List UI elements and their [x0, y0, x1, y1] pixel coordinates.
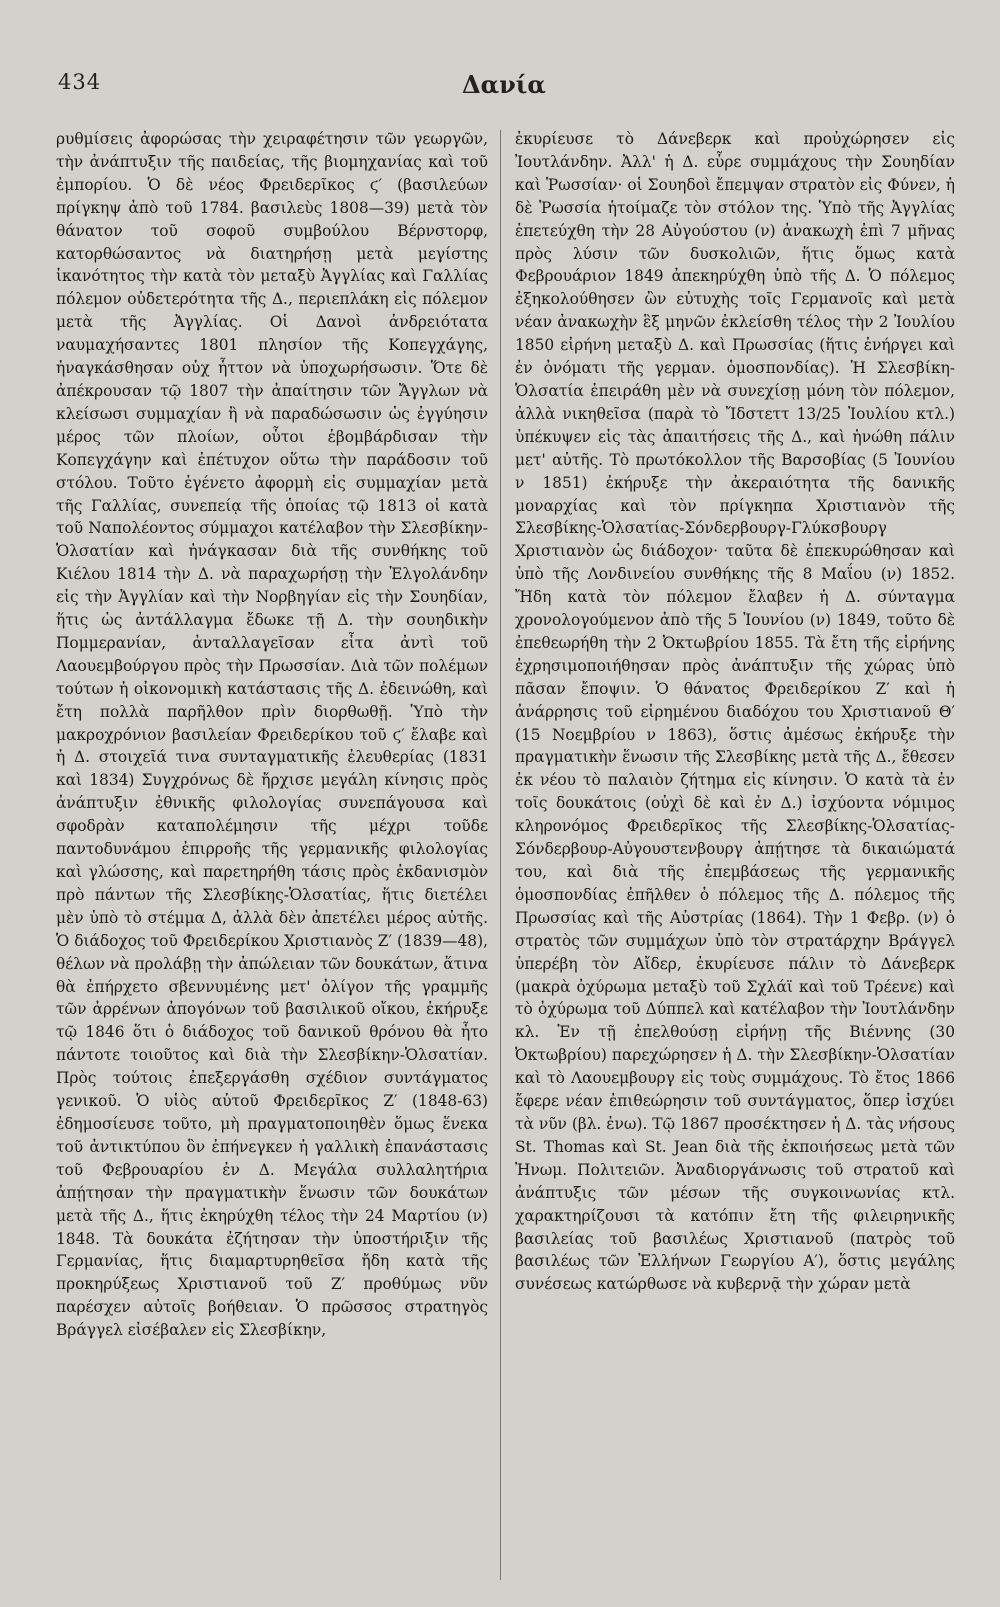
- running-head: Δανία: [462, 70, 546, 99]
- left-column: [56, 128, 488, 1588]
- column-divider: [500, 130, 501, 1580]
- right-column-text: ἐκυρίευσε τὸ Δάνεβερκ καὶ προὐχώρησεν εἰς Ἰουτλάνδην. Ἀλλ' ἡ Δ. εὗρε συμμάχους τὴν Σουηδίαν καὶ Ῥωσσίαν· οἱ Σουηδοὶ ἔπεμψαν στρατὸν εἰς Φύνεν, ἡ δὲ Ῥωσσία ἡτοίμαζε τὸν στόλον της. Ὑπὸ τῆς Ἀγγλίας ἐπετεύχθη τὴν 28 Αὐγούστου (ν) ἀνακωχὴ ἐπὶ 7 μῆνας πρὸς λύσιν τῶν δυσκολιῶν, ἥτις ὅμως κατὰ Φεβρουάριον 1849 ἀπεκηρύχθη ὑπὸ τῆς Δ. Ὁ πόλεμος ἐξηκολούθησεν ὢν εὐτυχὴς τοῖς Γερμανοῖς καὶ μετὰ νέαν ἀνακωχὴν ἓξ μηνῶν ἐκλείσθη τέλος τὴν 2 Ἰουλίου 1850 εἰρήνη μεταξὺ Δ. καὶ Πρωσσίας (ἥτις ἐνήργει καὶ ἐν ὀνόματι τῆς γερμαν. ὁμοσπονδίας). Ἡ Σλεσβίκη-Ὁλσατία ἐπειράθη μὲν νὰ συνεχίσῃ μόνη τὸν πόλεμον, ἀλλὰ νικηθεῖσα (παρὰ τὸ Ἴδστεττ 13/25 Ἰουλίου κτλ.) ὑπέκυψεν εἰς τὰς ἀπαιτήσεις τῆς Δ., καὶ ἡνώθη πάλιν μετ' αὐτῆς. Τὸ πρωτόκολλον τῆς Βαρσοβίας (5 Ἰουνίου ν 1851) ἐκήρυξε τὴν ἀκεραιότητα τῆς δανικῆς μοναρχίας καὶ τὸν πρίγκηπα Χριστιανὸν τῆς Σλεσβίκης-Ὁλσατίας-Σόνδερβουργ-Γλύκσβουργ Χριστιανὸν ὡς διάδοχον· ταῦτα δὲ ἐπεκυρώθησαν καὶ ὑπὸ τῆς Λονδινείου συνθήκης τῆς 8 Μαΐου (ν) 1852. Ἤδη κατὰ τὸν πόλεμον ἔλαβεν ἡ Δ. σύνταγμα χρονολογούμενον ἀπὸ τῆς 5 Ἰουνίου (ν) 1849, τοῦτο δὲ ἐπεθεωρήθη τὴν 2 Ὀκτωβρίου 1855. Τὰ ἔτη τῆς εἰρήνης ἐχρησιμοποιήθησαν πρὸς ἀνάπτυξιν τῆς χώρας ὑπὸ πᾶσαν ἔποψιν. Ὁ θάνατος Φρειδερίκου Ζ′ καὶ ἡ ἀνάρρησις τοῦ εἰρημένου διαδόχου του Χριστιανοῦ Θ′ (15 Νοεμβρίου ν 1863), ὅστις ἀμέσως ἐκήρυξε τὴν πραγματικὴν ἕνωσιν τῆς Σλεσβίκης μετὰ τῆς Δ., ἔθεσεν ἐκ νέου τὸ παλαιὸν ζήτημα εἰς κίνησιν. Ὁ κατὰ τὰ ἐν τοῖς δουκάτοις (οὐχὶ δὲ καὶ ἐν Δ.) ἰσχύοντα νόμιμος κληρονόμος Φρειδερῖκος τῆς Σλεσβίκης-Ὁλσατίας-Σόνδερβουρ-Αὐγουστενβουργ ἀπῄτησε τὰ δικαιώματά του, καὶ διὰ τῆς ἐπεμβάσεως τῆς γερμανικῆς ὁμοσπονδίας ἐπῆλθεν ὁ πόλεμος τῆς Δ. πόλεμος τῆς Πρωσσίας καὶ τῆς Αὐστρίας (1864). Τὴν 1 Φεβρ. (ν) ὁ στρατὸς τῶν συμμάχων ὑπὸ τὸν στρατάρχην Βράγγελ ὑπερέβη τὸν Αἴδερ, ἐκυρίευσε πάλιν τὸ Δάνεβερκ (μακρὰ ὀχύρωμα μεταξὺ τοῦ Σχλάϊ καὶ τοῦ Τρέενε) καὶ τὸ ὀχύρωμα τοῦ Δύππελ καὶ κατέλαβον τὴν Ἰουτλάνδην κλ. Ἐν τῇ ἐπελθούσῃ εἰρήνῃ τῆς Βιέννης (30 Ὀκτωβρίου) παρεχώρησεν ἡ Δ. τὴν Σλεσβίκην-Ὁλσατίαν καὶ τὸ Λαουεμβουργ εἰς τοὺς συμμάχους. Τὸ ἔτος 1866 ἔφερε νέαν ἐπιθεώρησιν τοῦ συντάγματος, ὅπερ ἰσχύει τὰ νῦν (βλ. ἐνω). Τῷ 1867 προσέκτησεν ἡ Δ. τὰς νήσους St. Thomas καὶ St. Jean διὰ τῆς ἐκποιήσεως μετὰ τῶν Ἠνωμ. Πολιτειῶν. Ἀναδιοργάνωσις τοῦ στρατοῦ καὶ ἀνάπτυξις τῶν μέσων τῆς συγκοινωνίας κτλ. χαρακτηρίζουσι τὰ κατόπιν ἔτη τῆς φιλειρηνικῆς βασιλείας τοῦ βασιλέως Χριστιανοῦ (πατρὸς τοῦ βασιλέως τῶν Ἑλλήνων Γεωργίου Α′), ὅστις μεγάλης συνέσεως κατώρθωσε νὰ κυβερνᾷ τὴν χώραν μετὰ: [515, 130, 955, 1294]
- left-column-text: ρυθμίσεις ἀφορώσας τὴν χειραφέτησιν τῶν γεωργῶν, τὴν ἀνάπτυξιν τῆς παιδείας, τῆς βιομηχανίας καὶ τοῦ ἐμπορίου. Ὁ δὲ νέος Φρειδερῖκος ϛ′ (βασιλεύων πρίγκηψ ἀπὸ τοῦ 1784. βασιλεὺς 1808—39) μετὰ τὸν θάνατον τοῦ σοφοῦ συμβούλου Βέρνστορφ, κατορθώσαντος νὰ διατηρήσῃ μετὰ μεγίστης ἱκανότητος τὴν κατὰ τὸν μεταξὺ Ἀγγλίας καὶ Γαλλίας πόλεμον οὐδετερότητα τῆς Δ., περιεπλάκη εἰς πόλεμον μετὰ τῆς Ἀγγλίας. Οἱ Δανοὶ ἀνδρειότατα ναυμαχήσαντες 1801 πλησίον τῆς Κοπεγχάγης, ἠναγκάσθησαν οὐχ ἧττον νὰ ὑποχωρήσωσιν. Ὅτε δὲ ἀπέκρουσαν τῷ 1807 τὴν ἀπαίτησιν τῶν Ἄγγλων νὰ κλείσωσι συμμαχίαν ἢ νὰ παραδώσωσιν ὡς ἐγγύησιν μέρος τῶν πλοίων, οὗτοι ἐβομβάρδισαν τὴν Κοπεγχάγην καὶ ἐπέτυχον οὕτω τὴν παράδοσιν τοῦ στόλου. Τοῦτο ἐγένετο ἀφορμὴ εἰς συμμαχίαν μετὰ τῆς Γαλλίας, συνεπείᾳ τῆς ὁποίας τῷ 1813 οἱ κατὰ τοῦ Ναπολέοντος σύμμαχοι κατέλαβον τὴν Σλεσβίκην-Ὁλσατίαν καὶ ἠνάγκασαν διὰ τῆς συνθήκης τοῦ Κιέλου 1814 τὴν Δ. νὰ παραχωρήσῃ τὴν Ἑλγολάνδην εἰς τὴν Ἀγγλίαν καὶ τὴν Νορβηγίαν εἰς τὴν Σουηδίαν, ἥτις ὡς ἀντάλλαγμα ἔδωκε τῇ Δ. τὴν σουηδικὴν Πομμερανίαν, ἀνταλλαγεῖσαν εἶτα ἀντὶ τοῦ Λαουεμβούργου πρὸς τὴν Πρωσσίαν. Διὰ τῶν πολέμων τούτων ἡ οἰκονομικὴ κατάστασις τῆς Δ. ἐδεινώθη, καὶ ἔτη πολλὰ παρῆλθον πρὶν διορθωθῇ. Ὑπὸ τὴν μακροχρόνιον βασιλείαν Φρειδερίκου τοῦ ϛ′ ἔλαβε καὶ ἡ Δ. στοιχεῖά τινα συνταγματικῆς ἐλευθερίας (1831 καὶ 1834) Συγχρόνως δὲ ἤρχισε μεγάλη κίνησις πρὸς ἀνάπτυξιν ἐθνικῆς φιλολογίας συνεπάγουσα καὶ σφοδρὰν καταπολέμησιν τῆς μέχρι τοῦδε παντοδυνάμου ἐπιρροῆς τῆς γερμανικῆς φιλολογίας καὶ γλώσσης, καὶ παρετηρήθη τάσις πρὸς ἐκδανισμὸν πρὸ πάντων τῆς Σλεσβίκης-Ὁλσατίας, ἥτις διετέλει μὲν ὑπὸ τὸ στέμμα Δ, ἀλλὰ δὲν ἀπετέλει μέρος αὐτῆς. Ὁ διάδοχος τοῦ Φρειδερίκου Χριστιανὸς Ζ′ (1839—48), θέλων νὰ προλάβῃ τὴν ἀπώλειαν τῶν δουκάτων, ἅτινα θὰ ἐπήρχετο σβεννυμένης μετ' ὀλίγον τῆς γραμμῆς τῶν ἀρρένων ἀπογόνων τοῦ βασιλικοῦ οἴκου, ἐκήρυξε τῷ 1846 ὅτι ὁ διάδοχος τοῦ δανικοῦ θρόνου θὰ ἦτο πάντοτε τοιοῦτος καὶ διὰ τὴν Σλεσβίκην-Ὁλσατίαν. Πρὸς τούτοις ἐπεξεργάσθη σχέδιον συντάγματος γενικοῦ. Ὁ υἱὸς αὐτοῦ Φρειδερῖκος Ζ′ (1848-63) ἐδημοσίευσε τοῦτο, μὴ πραγματοποιηθὲν ὅμως ἕνεκα τοῦ ἀντικτύπου ὃν ἐπήνεγκεν ἡ γαλλικὴ ἐπανάστασις τοῦ Φεβρουαρίου ἐν Δ. Μεγάλα συλλαλητήρια ἀπῄτησαν τὴν πραγματικὴν ἕνωσιν τῶν δουκάτων μετὰ τῆς Δ., ἥτις ἐκηρύχθη τέλος τὴν 24 Μαρτίου (ν) 1848. Τὰ δουκάτα ἐζήτησαν τὴν ὑποστήριξιν τῆς Γερμανίας, ἥτις διαμαρτυρηθεῖσα ἤδη κατὰ τῆς προκηρύξεως Χριστιανοῦ τοῦ Ζ′ προθύμως νῦν παρέσχεν αὐτοῖς βοήθειαν. Ὁ πρῶσσος στρατηγὸς Βράγγελ εἰσέβαλεν εἰς Σλεσβίκην,: [56, 130, 488, 1340]
- page-number: 434: [58, 70, 102, 94]
- right-column: [515, 128, 955, 1588]
